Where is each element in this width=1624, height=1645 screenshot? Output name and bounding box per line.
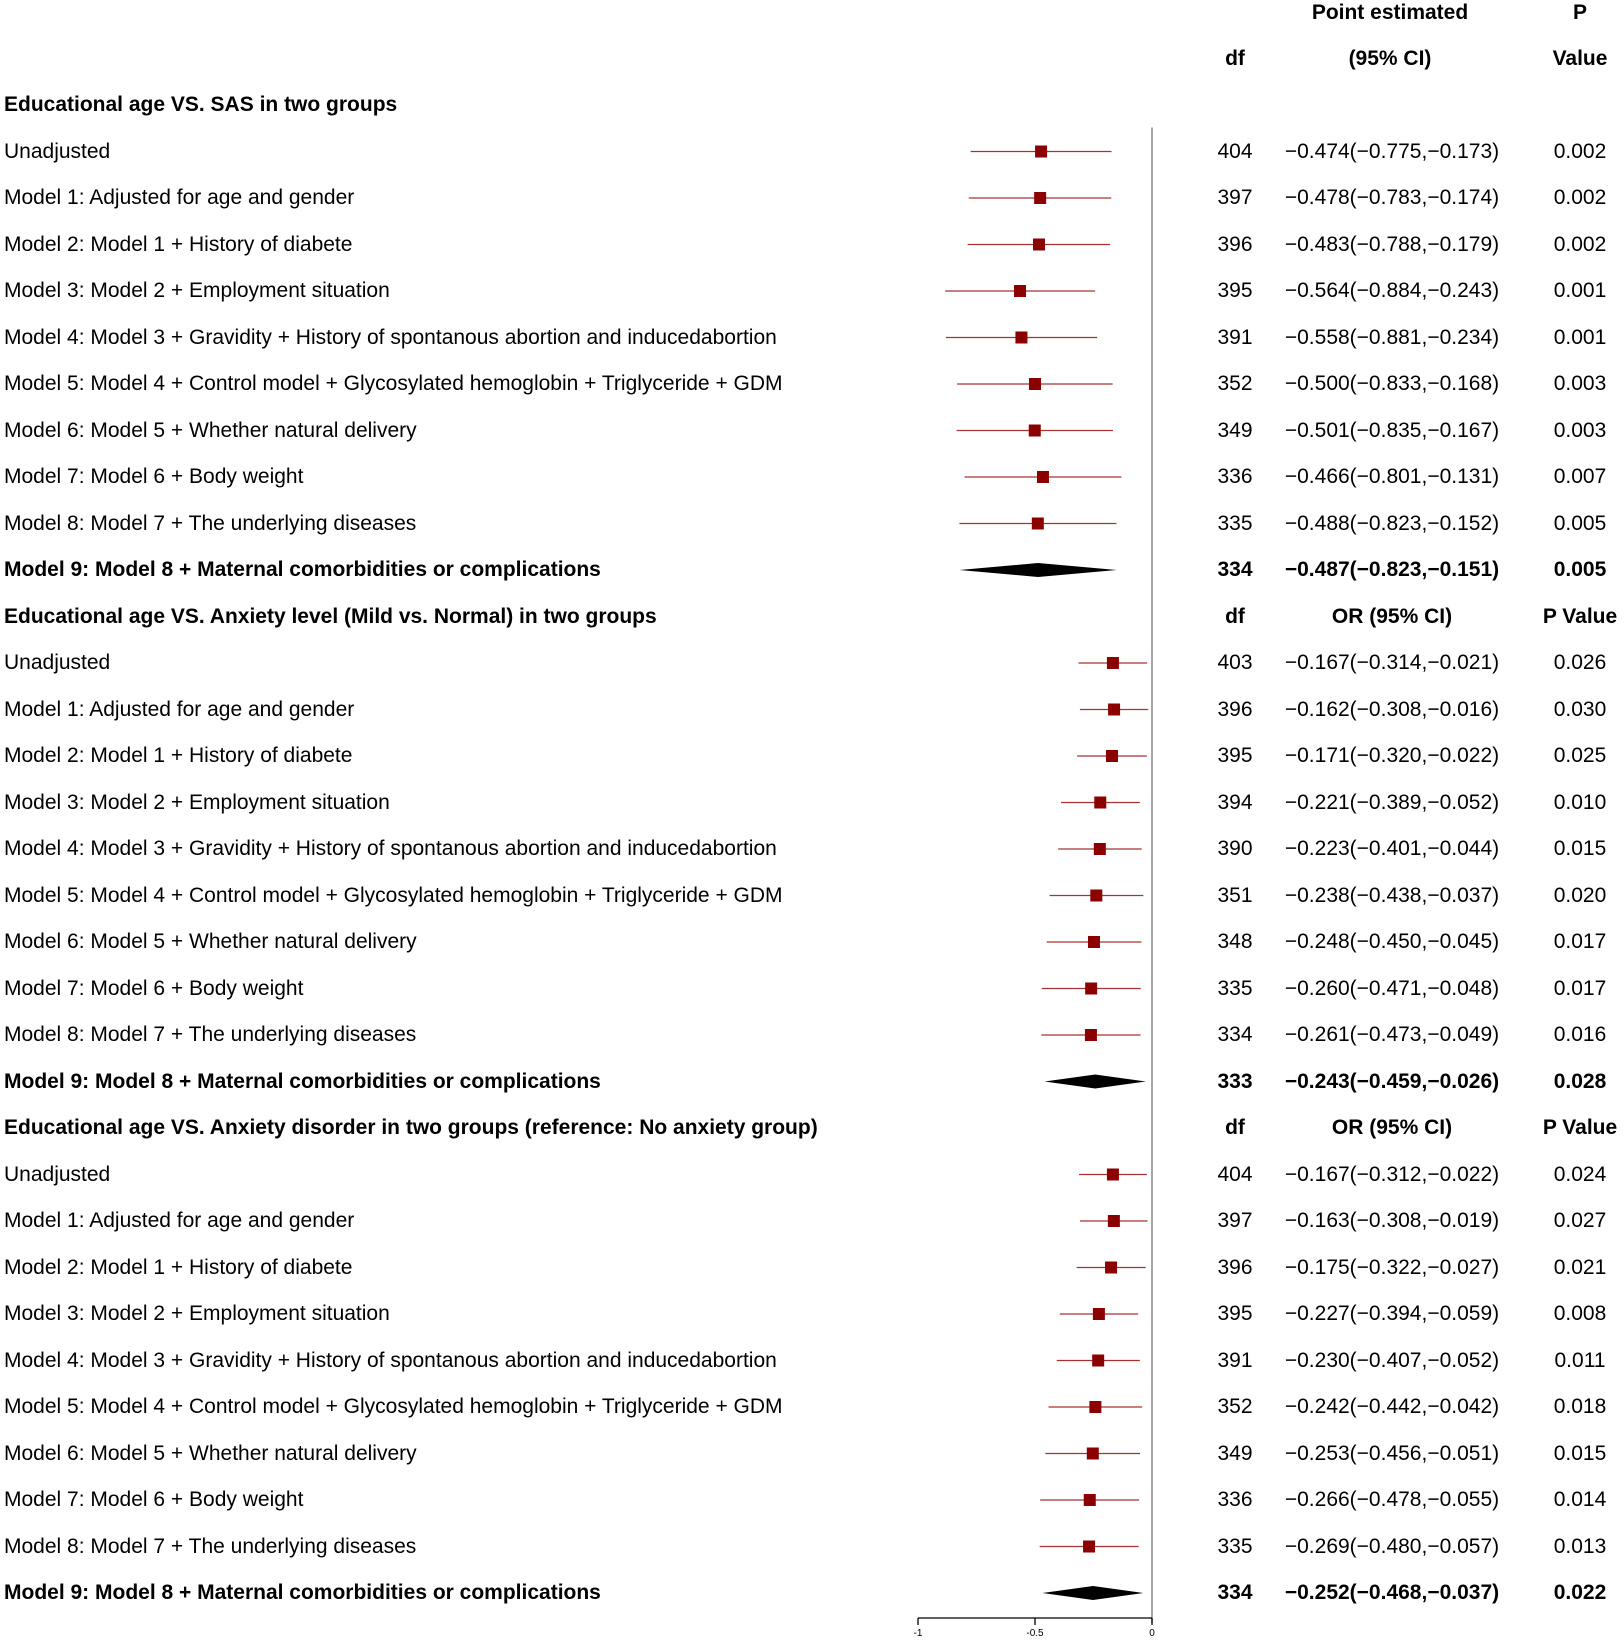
- row-label: Model 3: Model 2 + Employment situation: [4, 1302, 390, 1325]
- row-label: Unadjusted: [4, 651, 111, 674]
- row-p-value: 0.020: [1553, 883, 1607, 907]
- point-estimate-marker: [1029, 425, 1041, 437]
- section-title: Educational age VS. SAS in two groups: [4, 93, 398, 116]
- row-label: Model 7: Model 6 + Body weight: [4, 976, 304, 1000]
- row-estimate: −0.266(−0.478,−0.055): [1284, 1488, 1500, 1511]
- row-df: 395: [1217, 1302, 1253, 1325]
- row-p-value: 0.003: [1553, 372, 1607, 395]
- row-label: Model 7: Model 6 + Body weight: [4, 1488, 304, 1511]
- row-p-value: 0.005: [1553, 511, 1607, 535]
- section-title: Educational age VS. Anxiety level (Mild vs. Normal) in two groups: [4, 604, 657, 628]
- row-label: Model 8: Model 7 + The underlying diseases: [4, 1534, 417, 1558]
- row-df: 391: [1217, 1348, 1253, 1372]
- row-p-value: 0.002: [1553, 232, 1607, 256]
- point-estimate-marker: [1107, 657, 1119, 669]
- row-p-value: 0.011: [1554, 1348, 1606, 1372]
- row-p-value: 0.001: [1553, 279, 1607, 302]
- row-estimate: −0.488(−0.823,−0.152): [1284, 511, 1500, 535]
- point-estimate-marker: [1108, 704, 1120, 716]
- row-p-value: 0.008: [1553, 1302, 1607, 1325]
- row-label: Model 3: Model 2 + Employment situation: [4, 790, 390, 814]
- row-estimate: −0.162(−0.308,−0.016): [1284, 697, 1500, 721]
- row-label: Model 5: Model 4 + Control model + Glycosylated hemoglobin + Triglyceride + GDM: [4, 883, 783, 907]
- summary-diamond: [959, 563, 1116, 577]
- point-estimate-marker: [1032, 518, 1044, 530]
- row-df: 397: [1217, 186, 1253, 209]
- row-label: Model 2: Model 1 + History of diabete: [4, 1255, 353, 1279]
- row-p-value: 0.026: [1553, 651, 1607, 674]
- point-estimate-marker: [1015, 332, 1027, 344]
- row-label: Model 6: Model 5 + Whether natural delivery: [4, 930, 417, 953]
- row-label: Model 5: Model 4 + Control model + Glycosylated hemoglobin + Triglyceride + GDM: [4, 372, 783, 395]
- row-label: Model 9: Model 8 + Maternal comorbidities or complications: [4, 558, 601, 581]
- row-p-value: 0.013: [1553, 1534, 1607, 1558]
- row-label: Unadjusted: [4, 1162, 111, 1186]
- row-p-value: 0.017: [1553, 930, 1607, 953]
- row-df: 404: [1217, 139, 1253, 163]
- point-estimate-marker: [1088, 936, 1100, 948]
- row-estimate: −0.227(−0.394,−0.059): [1284, 1302, 1500, 1325]
- row-df: 334: [1217, 558, 1253, 581]
- row-label: Model 7: Model 6 + Body weight: [4, 465, 304, 488]
- column-header-estimate: OR (95% CI): [1331, 1116, 1453, 1139]
- row-p-value: 0.014: [1553, 1488, 1607, 1511]
- point-estimate-marker: [1084, 1494, 1096, 1506]
- row-estimate: −0.261(−0.473,−0.049): [1284, 1023, 1500, 1046]
- point-estimate-marker: [1083, 1541, 1095, 1553]
- row-df: 396: [1217, 232, 1253, 256]
- row-label: Model 1: Adjusted for age and gender: [4, 1209, 355, 1232]
- row-p-value: 0.030: [1553, 697, 1607, 721]
- row-df: 404: [1217, 1162, 1253, 1186]
- row-label: Model 4: Model 3 + Gravidity + History of spontanous abortion and inducedabortion: [4, 325, 777, 349]
- row-df: 349: [1217, 418, 1253, 442]
- point-estimate-marker: [1085, 983, 1097, 995]
- row-estimate: −0.242(−0.442,−0.042): [1284, 1395, 1500, 1418]
- row-label: Model 5: Model 4 + Control model + Glycosylated hemoglobin + Triglyceride + GDM: [4, 1395, 783, 1418]
- point-estimate-marker: [1085, 1029, 1097, 1041]
- row-df: 334: [1217, 1023, 1253, 1046]
- point-estimate-marker: [1034, 192, 1046, 204]
- row-p-value: 0.002: [1553, 139, 1607, 163]
- row-label: Model 8: Model 7 + The underlying diseases: [4, 1023, 417, 1046]
- row-label: Model 6: Model 5 + Whether natural delivery: [4, 418, 417, 442]
- header-point-estimated: Point estimated: [1311, 1, 1469, 24]
- row-estimate: −0.230(−0.407,−0.052): [1284, 1348, 1500, 1372]
- row-estimate: −0.175(−0.322,−0.027): [1284, 1255, 1500, 1279]
- row-label: Model 9: Model 8 + Maternal comorbidities or complications: [4, 1069, 601, 1093]
- point-estimate-marker: [1093, 1308, 1105, 1320]
- row-df: 335: [1217, 976, 1253, 1000]
- point-estimate-marker: [1094, 843, 1106, 855]
- row-df: 397: [1217, 1209, 1253, 1232]
- row-estimate: −0.466(−0.801,−0.131): [1284, 465, 1500, 488]
- header-value: Value: [1552, 47, 1608, 70]
- row-estimate: −0.483(−0.788,−0.179): [1284, 232, 1500, 256]
- row-estimate: −0.252(−0.468,−0.037): [1284, 1581, 1500, 1604]
- x-tick-label: -0.5: [1026, 1628, 1044, 1639]
- point-estimate-marker: [1092, 1355, 1104, 1367]
- row-estimate: −0.223(−0.401,−0.044): [1284, 837, 1500, 860]
- row-df: 335: [1217, 1534, 1253, 1558]
- summary-diamond: [1042, 1586, 1143, 1600]
- point-estimate-marker: [1014, 285, 1026, 297]
- row-p-value: 0.001: [1553, 325, 1607, 349]
- point-estimate-marker: [1089, 1401, 1101, 1413]
- row-p-value: 0.024: [1553, 1162, 1607, 1186]
- row-p-value: 0.017: [1553, 976, 1607, 1000]
- row-p-value: 0.016: [1553, 1023, 1607, 1046]
- row-estimate: −0.171(−0.320,−0.022): [1284, 744, 1500, 767]
- row-df: 348: [1217, 930, 1253, 953]
- row-p-value: 0.003: [1553, 418, 1607, 442]
- section-title: Educational age VS. Anxiety disorder in two groups (reference: No anxiety group): [4, 1116, 818, 1139]
- row-label: Model 1: Adjusted for age and gender: [4, 697, 355, 721]
- row-p-value: 0.028: [1553, 1069, 1607, 1093]
- row-p-value: 0.005: [1553, 558, 1607, 581]
- point-estimate-marker: [1108, 1215, 1120, 1227]
- row-label: Model 9: Model 8 + Maternal comorbidities or complications: [4, 1581, 601, 1604]
- row-p-value: 0.002: [1553, 186, 1607, 209]
- row-estimate: −0.167(−0.314,−0.021): [1284, 651, 1500, 674]
- row-label: Model 2: Model 1 + History of diabete: [4, 744, 353, 767]
- row-df: 336: [1217, 1488, 1253, 1511]
- row-estimate: −0.243(−0.459,−0.026): [1284, 1069, 1500, 1093]
- row-estimate: −0.487(−0.823,−0.151): [1284, 558, 1500, 581]
- point-estimate-marker: [1107, 1169, 1119, 1181]
- row-estimate: −0.260(−0.471,−0.048): [1284, 976, 1500, 1000]
- row-estimate: −0.238(−0.438,−0.037): [1284, 883, 1500, 907]
- row-p-value: 0.007: [1553, 465, 1607, 488]
- row-df: 336: [1217, 465, 1253, 488]
- header-p: P: [1572, 1, 1587, 24]
- row-p-value: 0.015: [1553, 837, 1607, 860]
- row-df: 396: [1217, 697, 1253, 721]
- row-df: 395: [1217, 279, 1253, 302]
- point-estimate-marker: [1035, 146, 1047, 158]
- row-p-value: 0.018: [1553, 1395, 1607, 1418]
- header-df: df: [1225, 47, 1245, 70]
- row-df: 390: [1217, 837, 1253, 860]
- row-label: Model 8: Model 7 + The underlying diseases: [4, 511, 417, 535]
- row-df: 352: [1217, 1395, 1253, 1418]
- header-ci: (95% CI): [1348, 47, 1432, 70]
- row-df: 403: [1217, 651, 1253, 674]
- row-label: Model 2: Model 1 + History of diabete: [4, 232, 353, 256]
- x-tick-label: 0: [1149, 1628, 1155, 1639]
- row-label: Model 3: Model 2 + Employment situation: [4, 279, 390, 302]
- row-estimate: −0.500(−0.833,−0.168): [1284, 372, 1500, 395]
- row-p-value: 0.022: [1553, 1581, 1607, 1604]
- row-estimate: −0.474(−0.775,−0.173): [1284, 139, 1500, 163]
- column-header-p-value: P Value: [1542, 1116, 1618, 1139]
- column-header-df: df: [1225, 604, 1245, 628]
- row-estimate: −0.269(−0.480,−0.057): [1284, 1534, 1500, 1558]
- row-estimate: −0.478(−0.783,−0.174): [1284, 186, 1500, 209]
- row-estimate: −0.253(−0.456,−0.051): [1284, 1441, 1500, 1465]
- row-df: 333: [1217, 1069, 1253, 1093]
- row-label: Model 6: Model 5 + Whether natural delivery: [4, 1441, 417, 1465]
- point-estimate-marker: [1029, 378, 1041, 390]
- row-df: 391: [1217, 325, 1253, 349]
- summary-diamond: [1045, 1075, 1146, 1089]
- row-label: Model 1: Adjusted for age and gender: [4, 186, 355, 209]
- row-estimate: −0.248(−0.450,−0.045): [1284, 930, 1500, 953]
- column-header-p-value: P Value: [1542, 604, 1618, 628]
- row-estimate: −0.221(−0.389,−0.052): [1284, 790, 1500, 814]
- point-estimate-marker: [1105, 1262, 1117, 1274]
- row-estimate: −0.501(−0.835,−0.167): [1284, 418, 1500, 442]
- row-p-value: 0.025: [1553, 744, 1607, 767]
- point-estimate-marker: [1033, 239, 1045, 251]
- row-p-value: 0.021: [1553, 1255, 1607, 1279]
- row-label: Model 4: Model 3 + Gravidity + History of spontanous abortion and inducedabortion: [4, 1348, 777, 1372]
- row-p-value: 0.015: [1553, 1441, 1607, 1465]
- x-tick-label: -1: [913, 1628, 923, 1639]
- row-df: 349: [1217, 1441, 1253, 1465]
- row-p-value: 0.010: [1553, 790, 1607, 814]
- row-estimate: −0.558(−0.881,−0.234): [1284, 325, 1500, 349]
- row-df: 334: [1217, 1581, 1253, 1604]
- row-df: 335: [1217, 511, 1253, 535]
- point-estimate-marker: [1090, 890, 1102, 902]
- point-estimate-marker: [1087, 1448, 1099, 1460]
- row-df: 352: [1217, 372, 1253, 395]
- column-header-df: df: [1225, 1116, 1245, 1139]
- row-estimate: −0.167(−0.312,−0.022): [1284, 1162, 1500, 1186]
- row-df: 351: [1217, 883, 1253, 907]
- point-estimate-marker: [1106, 750, 1118, 762]
- point-estimate-marker: [1037, 471, 1049, 483]
- row-label: Model 4: Model 3 + Gravidity + History of spontanous abortion and inducedabortion: [4, 837, 777, 860]
- row-estimate: −0.564(−0.884,−0.243): [1284, 279, 1500, 302]
- row-label: Unadjusted: [4, 139, 111, 163]
- row-df: 396: [1217, 1255, 1253, 1279]
- column-header-estimate: OR (95% CI): [1331, 604, 1453, 628]
- row-estimate: −0.163(−0.308,−0.019): [1284, 1209, 1500, 1232]
- row-p-value: 0.027: [1553, 1209, 1607, 1232]
- point-estimate-marker: [1094, 797, 1106, 809]
- row-df: 395: [1217, 744, 1253, 767]
- row-df: 394: [1217, 790, 1253, 814]
